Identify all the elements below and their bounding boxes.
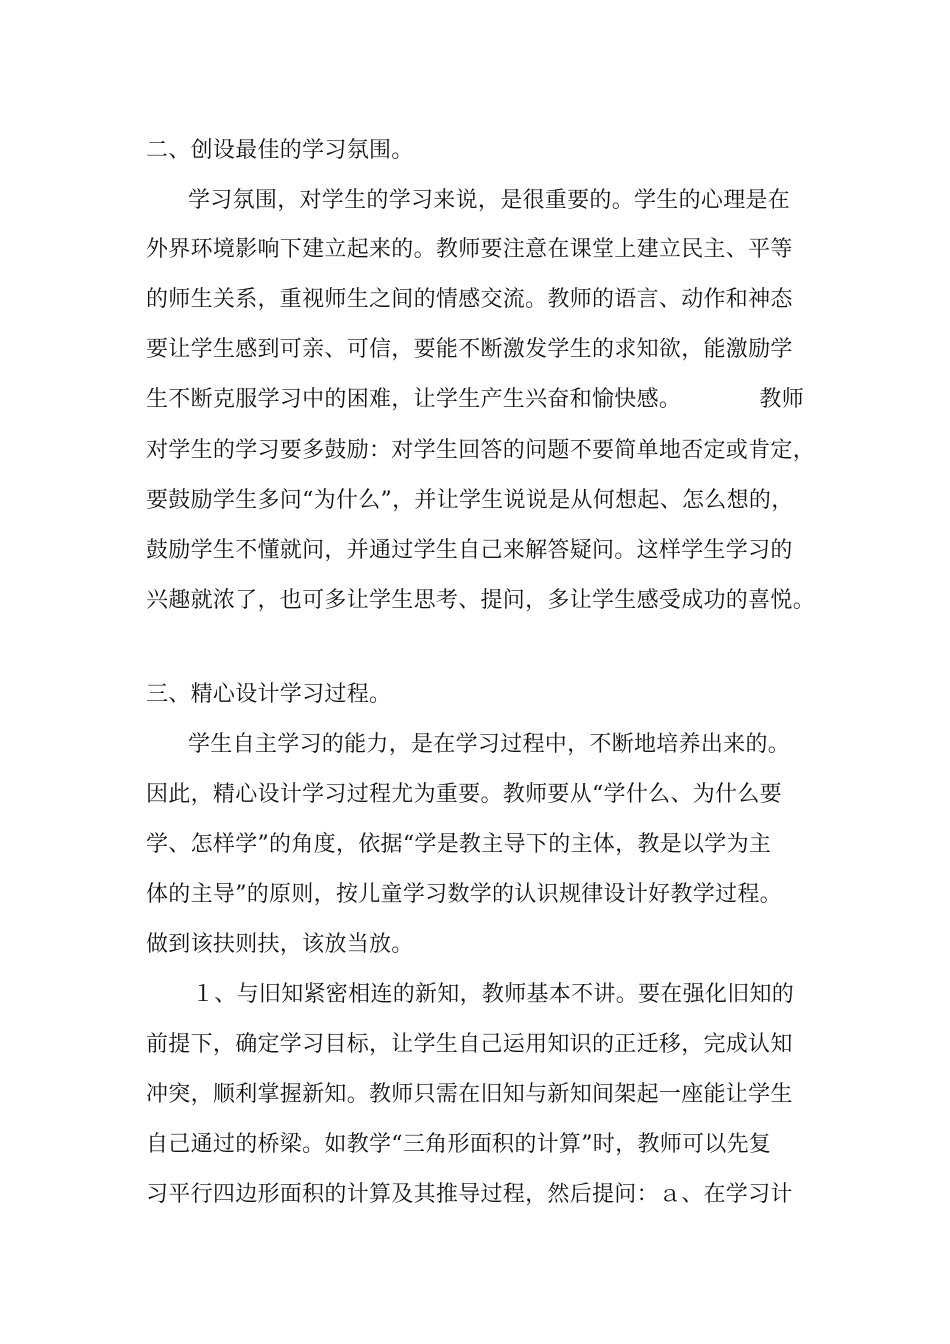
paragraph-line: 生不断克服学习中的困难，让学生产生兴奋和愉快感。 教师 xyxy=(146,387,805,412)
paragraph-line: 要让学生感到可亲、可信，要能不断激发学生的求知欲，能激励学 xyxy=(146,337,793,362)
paragraph-line: 前提下，确定学习目标，让学生自己运用知识的正迁移，完成认知 xyxy=(146,1032,793,1057)
paragraph-line: 习平行四边形面积的计算及其推导过程，然后提问：ａ、在学习计 xyxy=(146,1182,793,1207)
paragraph-line: 的师生关系，重视师生之间的情感交流。教师的语言、动作和神态 xyxy=(146,287,793,312)
paragraph-line: 外界环境影响下建立起来的。教师要注意在课堂上建立民主、平等 xyxy=(146,237,793,262)
paragraph-line: 体的主导”的原则，按儿童学习数学的认识规律设计好教学过程。 xyxy=(146,882,782,907)
paragraph-line: 对学生的学习要多鼓励：对学生回答的问题不要简单地否定或肯定， xyxy=(146,438,816,463)
paragraph-line: 自己通过的桥梁。如教学“三角形面积的计算”时，教师可以先复 xyxy=(146,1132,772,1157)
paragraph-line: 鼓励学生不懂就问，并通过学生自己来解答疑问。这样学生学习的 xyxy=(146,538,793,563)
paragraph-line: 学习氛围，对学生的学习来说，是很重要的。学生的心理是在 xyxy=(188,188,791,213)
paragraph-line: 做到该扶则扶，该放当放。 xyxy=(146,932,414,957)
paragraph-line: 要鼓励学生多问“为什么”，并让学生说说是从何想起、怎么想的， xyxy=(146,488,794,513)
paragraph-line: 学、怎样学”的角度，依据“学是教主导下的主体，教是以学为主 xyxy=(146,832,772,857)
paragraph-line: 兴趣就浓了，也可多让学生思考、提问，多让学生感受成功的喜悦。 xyxy=(146,588,816,613)
list-item-line: １、与旧知紧密相连的新知，教师基本不讲。要在强化旧知的 xyxy=(192,982,795,1007)
paragraph-line: 因此，精心设计学习过程尤为重要。教师要从“学什么、为什么要 xyxy=(146,782,782,807)
paragraph-line: 冲突，顺利掌握新知。教师只需在旧知与新知间架起一座能让学生 xyxy=(146,1082,793,1107)
section-heading-3: 三、精心设计学习过程。 xyxy=(146,682,392,707)
section-heading-2: 二、创设最佳的学习氛围。 xyxy=(146,138,414,163)
paragraph-line: 学生自主学习的能力，是在学习过程中，不断地培养出来的。 xyxy=(188,732,791,757)
